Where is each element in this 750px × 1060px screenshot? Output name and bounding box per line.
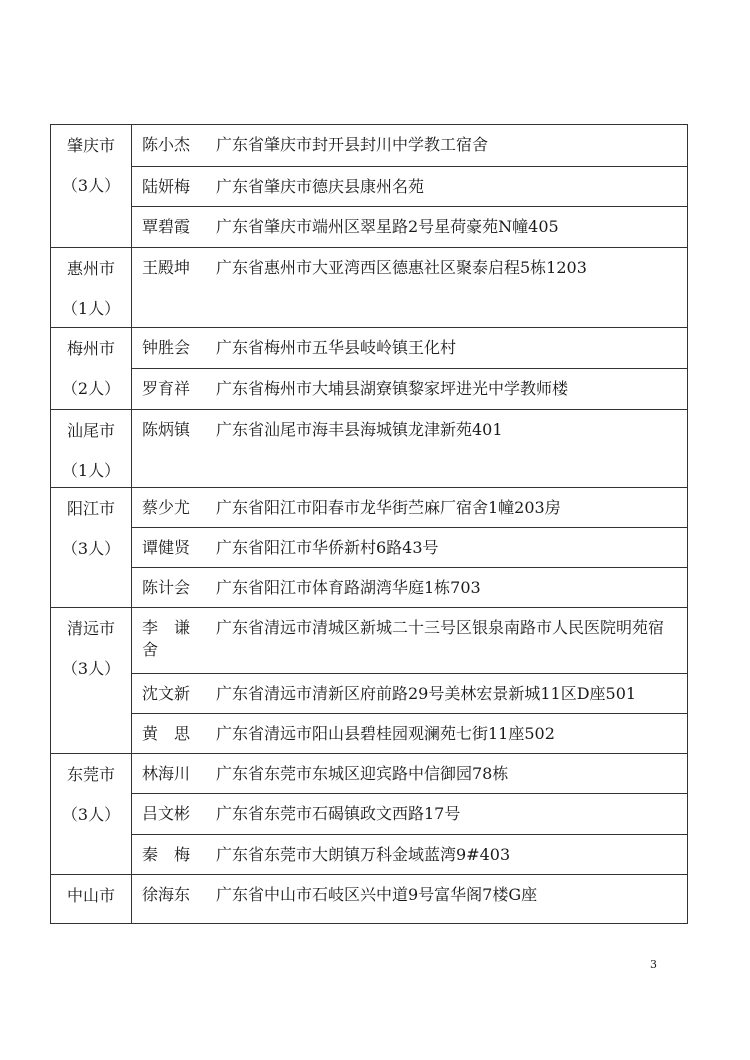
person-name: 沈文新 [142, 684, 191, 703]
city-name: 汕尾市 [66, 421, 115, 440]
city-cell [51, 328, 132, 410]
person-name: 罗育祥 [142, 379, 191, 398]
entry-cell [132, 248, 688, 328]
entry-cell [132, 835, 688, 875]
entry-cell [132, 608, 688, 674]
table-row [51, 248, 688, 328]
city-count: （3人） [61, 539, 121, 558]
city-name: 惠州市 [66, 259, 115, 278]
person-name: 王殿坤 [142, 258, 191, 277]
address-text: 广东省清远市清城区新城二十三号区银泉南路市人民医院明苑宿舍 [142, 618, 665, 659]
address-text: 广东省阳江市华侨新村6路43号 [216, 538, 439, 557]
entry-cell [132, 875, 688, 924]
table-row [51, 875, 688, 924]
city-count: （3人） [61, 659, 121, 678]
entry-cell [132, 410, 688, 488]
table-row [51, 568, 688, 608]
address-text: 广东省清远市阳山县碧桂园观澜苑七街11座502 [216, 724, 555, 743]
city-name: 东莞市 [66, 765, 115, 784]
person-name: 陈小杰 [142, 135, 191, 154]
person-name: 蔡少尤 [142, 498, 191, 517]
table-row [51, 207, 688, 248]
address-text: 广东省肇庆市端州区翠星路2号星荷豪苑N幢405 [216, 217, 559, 236]
city-cell [51, 488, 132, 608]
city-cell [51, 410, 132, 488]
table-row [51, 608, 688, 674]
entry-cell [132, 568, 688, 608]
entry-cell [132, 754, 688, 794]
table-row [51, 794, 688, 835]
person-name: 林海川 [142, 764, 191, 783]
city-name: 肇庆市 [66, 136, 115, 155]
city-name: 梅州市 [66, 339, 115, 358]
address-text: 广东省清远市清新区府前路29号美林宏景新城11区D座501 [216, 684, 637, 703]
city-count: （2人） [61, 379, 121, 398]
person-name: 陈炳镇 [142, 420, 191, 439]
address-text: 广东省肇庆市德庆县康州名苑 [216, 177, 425, 196]
page-number: 3 [650, 958, 657, 971]
person-name: 覃碧霞 [142, 217, 191, 236]
table-row [51, 674, 688, 714]
table-row [51, 167, 688, 207]
city-cell [51, 608, 132, 754]
entry-cell [132, 528, 688, 568]
table-row [51, 410, 688, 488]
city-cell [51, 754, 132, 875]
person-name: 黄 思 [142, 724, 191, 743]
address-text: 广东省汕尾市海丰县海城镇龙津新苑401 [216, 420, 503, 439]
table-row [51, 528, 688, 568]
table-row [51, 125, 688, 167]
city-name: 清远市 [66, 619, 115, 638]
city-count: （1人） [61, 461, 121, 480]
city-name: 阳江市 [66, 499, 115, 518]
person-name: 陆妍梅 [142, 177, 191, 196]
address-text: 广东省梅州市五华县岐岭镇王化村 [216, 338, 457, 357]
person-name: 徐海东 [142, 885, 191, 904]
address-text: 广东省中山市石岐区兴中道9号富华阁7楼G座 [216, 885, 538, 904]
entry-cell [132, 714, 688, 754]
city-name: 中山市 [66, 886, 115, 905]
entry-cell [132, 328, 688, 369]
entry-cell [132, 207, 688, 248]
address-text: 广东省阳江市体育路湖湾华庭1栋703 [216, 578, 481, 597]
person-name: 李 谦 [142, 618, 191, 637]
entry-cell [132, 369, 688, 410]
address-text: 广东省东莞市东城区迎宾路中信御园78栋 [216, 764, 509, 783]
table-row [51, 369, 688, 410]
entry-cell [132, 167, 688, 207]
address-text: 广东省东莞市大朗镇万科金域蓝湾9#403 [216, 845, 511, 864]
city-count: （3人） [61, 805, 121, 824]
address-text: 广东省惠州市大亚湾西区德惠社区聚泰启程5栋1203 [216, 258, 587, 277]
person-name: 谭健贤 [142, 538, 191, 557]
city-count: （1人） [61, 299, 121, 318]
city-count: （3人） [61, 176, 121, 195]
city-cell [51, 875, 132, 924]
address-text: 广东省肇庆市封开县封川中学教工宿舍 [216, 135, 489, 154]
person-name: 吕文彬 [142, 804, 191, 823]
table-row [51, 328, 688, 369]
address-text: 广东省阳江市阳春市龙华街苎麻厂宿舍1幢203房 [216, 498, 561, 517]
address-text: 广东省梅州市大埔县湖寮镇黎家坪进光中学教师楼 [216, 379, 569, 398]
table-row [51, 488, 688, 528]
entry-cell [132, 125, 688, 167]
city-cell [51, 125, 132, 248]
table-row [51, 714, 688, 754]
person-name: 秦 梅 [142, 845, 191, 864]
entry-cell [132, 674, 688, 714]
entry-cell [132, 794, 688, 835]
address-text: 广东省东莞市石碣镇政文西路17号 [216, 804, 461, 823]
table-row [51, 835, 688, 875]
person-name: 陈计会 [142, 578, 191, 597]
person-name: 钟胜会 [142, 338, 191, 357]
city-cell [51, 248, 132, 328]
address-table [50, 124, 688, 924]
table-row [51, 754, 688, 794]
entry-cell [132, 488, 688, 528]
